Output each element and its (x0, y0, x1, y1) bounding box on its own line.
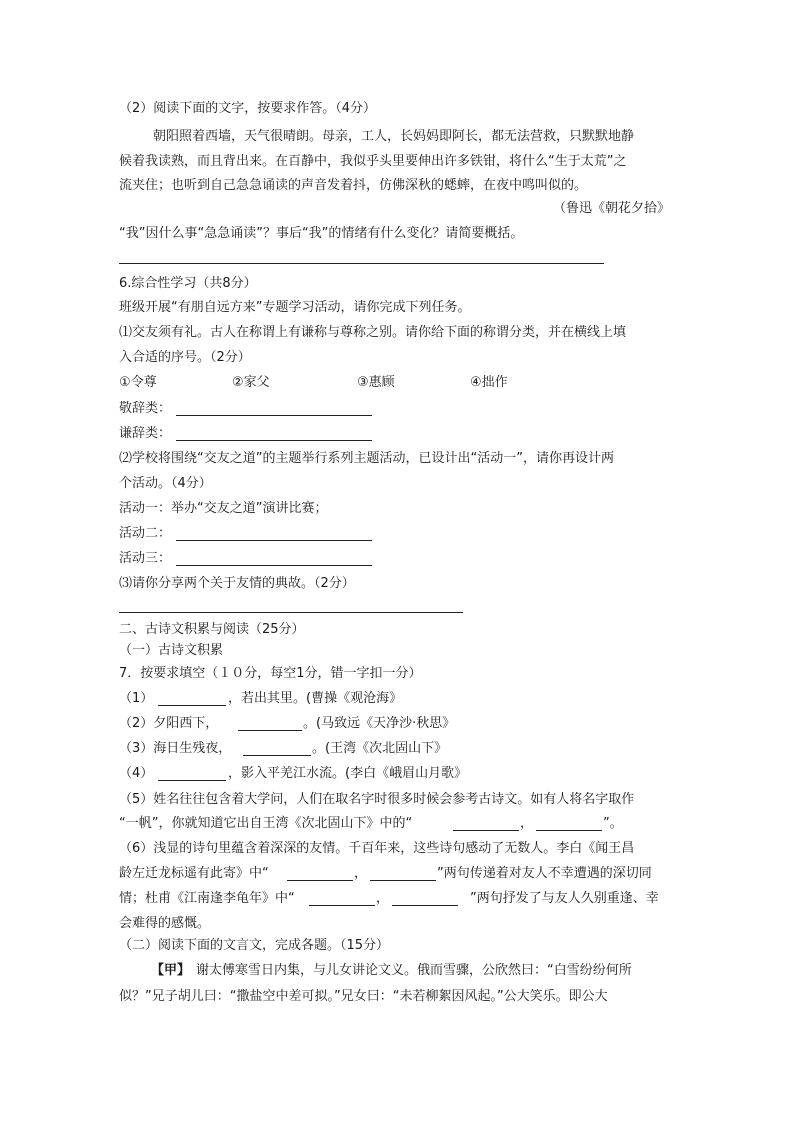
q7-3-rest: 。(王湾《次北固山下》 (312, 741, 448, 756)
activity-3-blank[interactable] (176, 565, 372, 566)
q7-4-num: （4） (119, 766, 154, 781)
jia-line-2: 似？”兄子胡儿曰：“撒盐空中差可拟。”兄女曰：“未若柳絮因风起。”公大笑乐。即公大 (119, 989, 608, 1004)
activity-2-label: 活动二： (119, 526, 172, 541)
q7-5-blank-1[interactable] (453, 830, 519, 831)
q7-5-end: ”。 (603, 816, 623, 831)
q7-6-blank-4[interactable] (392, 905, 458, 906)
respect-blank[interactable] (176, 415, 372, 416)
q7-2-head: （2）夕阳西下， (119, 716, 219, 731)
activity-2-blank[interactable] (176, 540, 372, 541)
answer-line[interactable] (119, 263, 604, 264)
q7-4-blank[interactable] (158, 780, 226, 781)
q7-6-blank-3[interactable] (309, 905, 375, 906)
q7-1-rest: ，若出其里。(曹操《观沧海》 (228, 691, 403, 706)
part2-heading: 二、古诗文积累与阅读（25分） (119, 622, 305, 637)
q7-6-comma-2: ， (376, 891, 390, 906)
q5-2-question: “我”因什么事“急急诵读”？事后“我”的情绪有什么变化？请简要概括。 (119, 226, 524, 241)
q7-6-blank-2[interactable] (370, 880, 436, 881)
q7-6-blank-1[interactable] (287, 880, 353, 881)
q7-6-line4: 会难得的感慨。 (119, 916, 211, 931)
q7-1-blank[interactable] (158, 705, 226, 706)
q7-5-line2-head: “一帆”，你就知道它出自王湾《次北固山下》中的“ (119, 816, 413, 831)
q6-task1-line2: 入合适的序号。（2分） (119, 350, 251, 365)
jia-line-1: 谢太傅寒雪日内集，与儿女讲论文义。俄而雪骤，公欣然曰：“白雪纷纷何所 (196, 963, 632, 978)
option-1: ①令尊 (119, 375, 157, 390)
q7-2-rest: 。(马致远《天净沙·秋思》 (303, 716, 456, 731)
q7-4-rest: ，影入平羌江水流。(李白《峨眉山月歌》 (228, 766, 468, 781)
q6-intro: 班级开展“有朋自远方来”专题学习活动，请你完成下列任务。 (119, 300, 471, 315)
q7-6-comma-1: ， (354, 866, 368, 881)
q7-3-blank[interactable] (243, 755, 311, 756)
q7-1-num: （1） (119, 691, 154, 706)
q7-6-line2-end: ”两句传递着对友人不幸遭遇的深切同 (437, 866, 652, 881)
passage-line-3: 流夹住；也听到自己急急诵读的声音发着抖，仿佛深秋的蟋蟀，在夜中鸣叫似的。 (119, 178, 588, 193)
respect-label: 敬辞类： (119, 401, 172, 416)
jia-tag: 【甲】 (151, 963, 191, 978)
q7-3-head: （3）海日生残夜， (119, 741, 232, 756)
q6-task3: ⑶请你分享两个关于友情的典故。（2分） (119, 576, 355, 591)
q7-6-line3-head: 情；杜甫《江南逢李龟年》中“ (119, 891, 295, 906)
passage-source: （鲁迅《朝花夕拾》 (552, 201, 670, 216)
q6-task2-line2: 个活动。（4分） (119, 476, 212, 491)
part2-sub1: （一）古诗文积累 (119, 643, 224, 658)
q7-6-line2-head: 龄左迁龙标遥有此寄》中“ (119, 866, 269, 881)
q5-2-prompt: （2）阅读下面的文字，按要求作答。（4分） (119, 101, 377, 116)
passage-line-2: 候着我读熟，而且背出来。在百静中，我似乎头里要伸出许多铁钳，将什么“生于太荒”之 (119, 154, 627, 169)
q6-heading: 6.综合性学习（共8分） (119, 276, 257, 291)
activity-3-label: 活动三： (119, 551, 172, 566)
passage-line-1: 朝阳照着西墙，天气很晴朗。母亲，工人，长妈妈即阿长，都无法营救，只默默地静 (153, 129, 635, 144)
q6-task2-line1: ⑵学校将围绕“交友之道”的主题举行系列主题活动，已设计出“活动一”，请你再设计两 (119, 451, 614, 466)
part2-sub2: （二）阅读下面的文言文，完成各题。（15分） (119, 938, 390, 953)
q7-5-line1: （5）姓名往往包含着大学问，人们在取名字时很多时候会参考古诗文。如有人将名字取作 (119, 792, 635, 807)
humble-blank[interactable] (176, 440, 372, 441)
q7-2-blank[interactable] (238, 730, 302, 731)
q7-6-line3-end: ”两句抒发了与友人久别重逢、幸 (470, 891, 659, 906)
activity-1: 活动一：举办“交友之道”演讲比赛； (119, 501, 328, 516)
allusion-answer-line[interactable] (119, 612, 463, 613)
q7-heading: 7．按要求填空（１０分，每空1分，错一字扣一分） (119, 666, 422, 681)
humble-label: 谦辞类： (119, 426, 172, 441)
option-3: ③惠顾 (357, 375, 395, 390)
q6-task1-line1: ⑴交友须有礼。古人在称谓上有谦称与尊称之别。请你给下面的称谓分类，并在横线上填 (119, 325, 627, 340)
q7-5-blank-2[interactable] (536, 830, 602, 831)
q7-5-comma: ， (520, 816, 534, 831)
option-2: ②家父 (232, 375, 270, 390)
option-4: ④拙作 (470, 375, 508, 390)
q7-6-line1: （6）浅显的诗句里蕴含着深深的友情。千百年来，这些诗句感动了无数人。李白《闻王昌 (119, 841, 635, 856)
